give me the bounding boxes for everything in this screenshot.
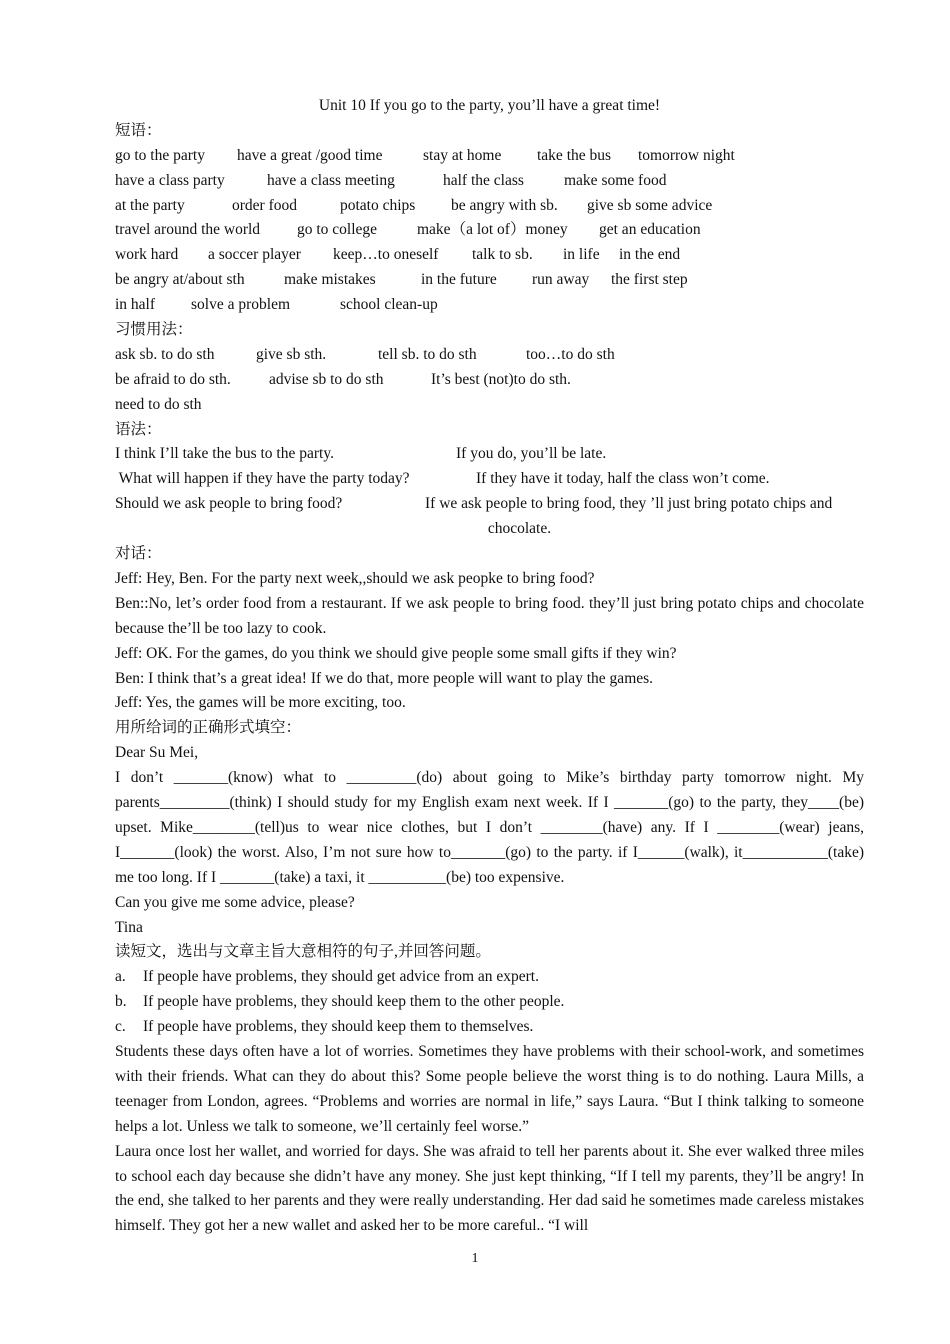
- grammar-pair: [115, 467, 864, 492]
- phrases-item: in the end: [619, 246, 681, 264]
- fill-heading: 用所给词的正确形式填空：: [115, 719, 302, 737]
- usage-item: advise sb to do sth: [269, 370, 384, 388]
- phrases-item: be angry with sb.: [451, 196, 558, 214]
- reading-option: [115, 1015, 864, 1040]
- option-marker: c.: [115, 1018, 126, 1036]
- letter-greeting: Dear Su Mei,: [115, 744, 199, 762]
- phrases-item: make（a lot of）money: [417, 221, 568, 239]
- usage-item: tell sb. to do sth: [378, 345, 477, 363]
- phrases-item: give sb some advice: [587, 196, 713, 214]
- dialogue-line: Ben::No, let’s order food from a restaurant. If we ask people to bring food. they’ll just bring potato chips and chocolate because the’ll be too lazy to cook.: [115, 594, 864, 637]
- phrases-item: stay at home: [423, 146, 502, 164]
- phrases-item: run away: [532, 271, 590, 289]
- phrases-item: a soccer player: [208, 246, 301, 264]
- phrases-heading: 短语：: [115, 121, 162, 139]
- dialogue-line: Ben: I think that’s a great idea! If we do that, more people will want to play the games.: [115, 669, 654, 687]
- usage-heading: 习惯用法：: [115, 321, 193, 339]
- usage-item: It’s best (not)to do sth.: [431, 370, 571, 388]
- phrases-list: [115, 144, 864, 318]
- reading-heading: 读短文，选出与文章主旨大意相符的句子,并回答问题。: [115, 943, 491, 961]
- dialogue-heading: 对话：: [115, 545, 162, 563]
- phrases-item: in life: [563, 246, 600, 264]
- reading-paragraph: Students these days often have a lot of worries. Sometimes they have problems with their school-work, and sometimes with their friends. What can they do about this? Some people believe the worst thing is to do nothing. Laura Mills, a teenager from London, agrees. “Problems and worries are normal in life,” says Laura. “But I think talking to someone helps a lot. Unless we talk to someone, we’ll certainly feel worse.”: [115, 1043, 864, 1135]
- option-text: If people have problems, they should keep them to the other people.: [143, 993, 565, 1011]
- option-marker: b.: [115, 993, 127, 1011]
- usage-row: [115, 368, 864, 393]
- grammar-answer-continued: chocolate.: [487, 520, 552, 538]
- phrases-item: the first step: [611, 271, 688, 289]
- reading-option: [115, 990, 864, 1015]
- letter-closing: Can you give me some advice, please?: [115, 893, 355, 911]
- phrases-row: [115, 194, 864, 219]
- letter-signature: Tina: [115, 918, 143, 936]
- grammar-question: What will happen if they have the party today?: [115, 470, 410, 488]
- grammar-answer: If you do, you’ll be late.: [456, 445, 607, 463]
- phrases-item: take the bus: [537, 146, 612, 164]
- phrases-item: get an education: [599, 221, 701, 239]
- phrases-item: order food: [232, 196, 297, 214]
- phrases-item: half the class: [443, 171, 524, 189]
- phrases-item: be angry at/about sth: [115, 271, 245, 289]
- phrases-item: at the party: [115, 196, 185, 214]
- phrases-item: talk to sb.: [472, 246, 533, 264]
- phrases-row: [115, 243, 864, 268]
- phrases-item: make mistakes: [284, 271, 376, 289]
- grammar-answer: If we ask people to bring food, they ’ll just bring potato chips and: [425, 495, 833, 513]
- phrases-item: solve a problem: [191, 296, 291, 314]
- phrases-item: travel around the world: [115, 221, 261, 239]
- page-title: Unit 10 If you go to the party, you’ll have a great time!: [318, 97, 661, 114]
- option-text: If people have problems, they should keep them to themselves.: [143, 1018, 534, 1036]
- phrases-row: [115, 218, 864, 243]
- phrases-item: in the future: [421, 271, 497, 289]
- usage-item: ask sb. to do sth: [115, 345, 215, 363]
- phrases-row: [115, 144, 864, 169]
- page-content: [115, 94, 864, 1239]
- phrases-row: [115, 169, 864, 194]
- usage-item: need to do sth: [115, 395, 202, 413]
- dialogue-line: Jeff: OK. For the games, do you think we should give people some small gifts if they win?: [115, 644, 677, 662]
- usage-row: [115, 343, 864, 368]
- dialogue-line: Jeff: Hey, Ben. For the party next week,,should we ask peopke to bring food?: [115, 569, 595, 587]
- reading-option: [115, 965, 864, 990]
- phrases-row: [115, 268, 864, 293]
- grammar-answer: If they have it today, half the class won’t come.: [476, 470, 770, 488]
- phrases-item: potato chips: [340, 196, 416, 214]
- grammar-question: I think I’ll take the bus to the party.: [115, 445, 334, 463]
- option-text: If people have problems, they should get advice from an expert.: [143, 968, 539, 986]
- phrases-item: go to college: [297, 221, 378, 239]
- phrases-item: work hard: [115, 246, 179, 264]
- phrases-item: go to the party: [115, 146, 205, 164]
- phrases-item: tomorrow night: [638, 146, 735, 164]
- option-marker: a.: [115, 968, 126, 986]
- phrases-item: have a great /good time: [237, 146, 383, 164]
- usage-list: [115, 343, 864, 418]
- phrases-row: [115, 293, 864, 318]
- phrases-item: have a class meeting: [267, 171, 395, 189]
- usage-item: give sb sth.: [256, 345, 327, 363]
- letter-body: I don’t _______(know) what to _________(do) about going to Mike’s birthday party tomorrow night. My parents_________(think) I should study for my English exam next week. If I _______(go) to the party, they____(be) upset. Mike________(tell)us to wear nice clothes, but I don’t ________(have) any. If I ________(wear) jeans, I_______(look) the worst. Also, I’m not sure how to_______(go) to the party. if I______(walk), it___________(take) me too long. If I _______(take) a taxi, it __________(be) too expensive.: [115, 769, 864, 886]
- phrases-item: in half: [115, 296, 156, 314]
- reading-paragraph: Laura once lost her wallet, and worried for days. She was afraid to tell her parents about it. She ever walked three miles to school each day because she didn’t have any money. She just kept thinking, “If I tell my parents, they’ll be angry! In the end, she talked to her parents and they were really understanding. Her dad said he sometimes made careless mistakes himself. They got her a new wallet and asked her to be more careful.. “I will: [115, 1142, 864, 1235]
- dialogue-line: Jeff: Yes, the games will be more exciting, too.: [115, 694, 406, 712]
- phrases-item: make some food: [564, 171, 667, 189]
- usage-item: too…to do sth: [526, 345, 615, 363]
- usage-row: [115, 393, 864, 418]
- grammar-pair: [115, 492, 864, 517]
- phrases-item: keep…to oneself: [333, 246, 439, 264]
- phrases-item: school clean-up: [340, 296, 438, 314]
- phrases-item: have a class party: [115, 171, 225, 189]
- grammar-pair: [115, 442, 864, 467]
- grammar-heading: 语法：: [115, 420, 162, 438]
- page-number: 1: [471, 1251, 479, 1266]
- grammar-question: Should we ask people to bring food?: [115, 495, 343, 513]
- usage-item: be afraid to do sth.: [115, 370, 231, 388]
